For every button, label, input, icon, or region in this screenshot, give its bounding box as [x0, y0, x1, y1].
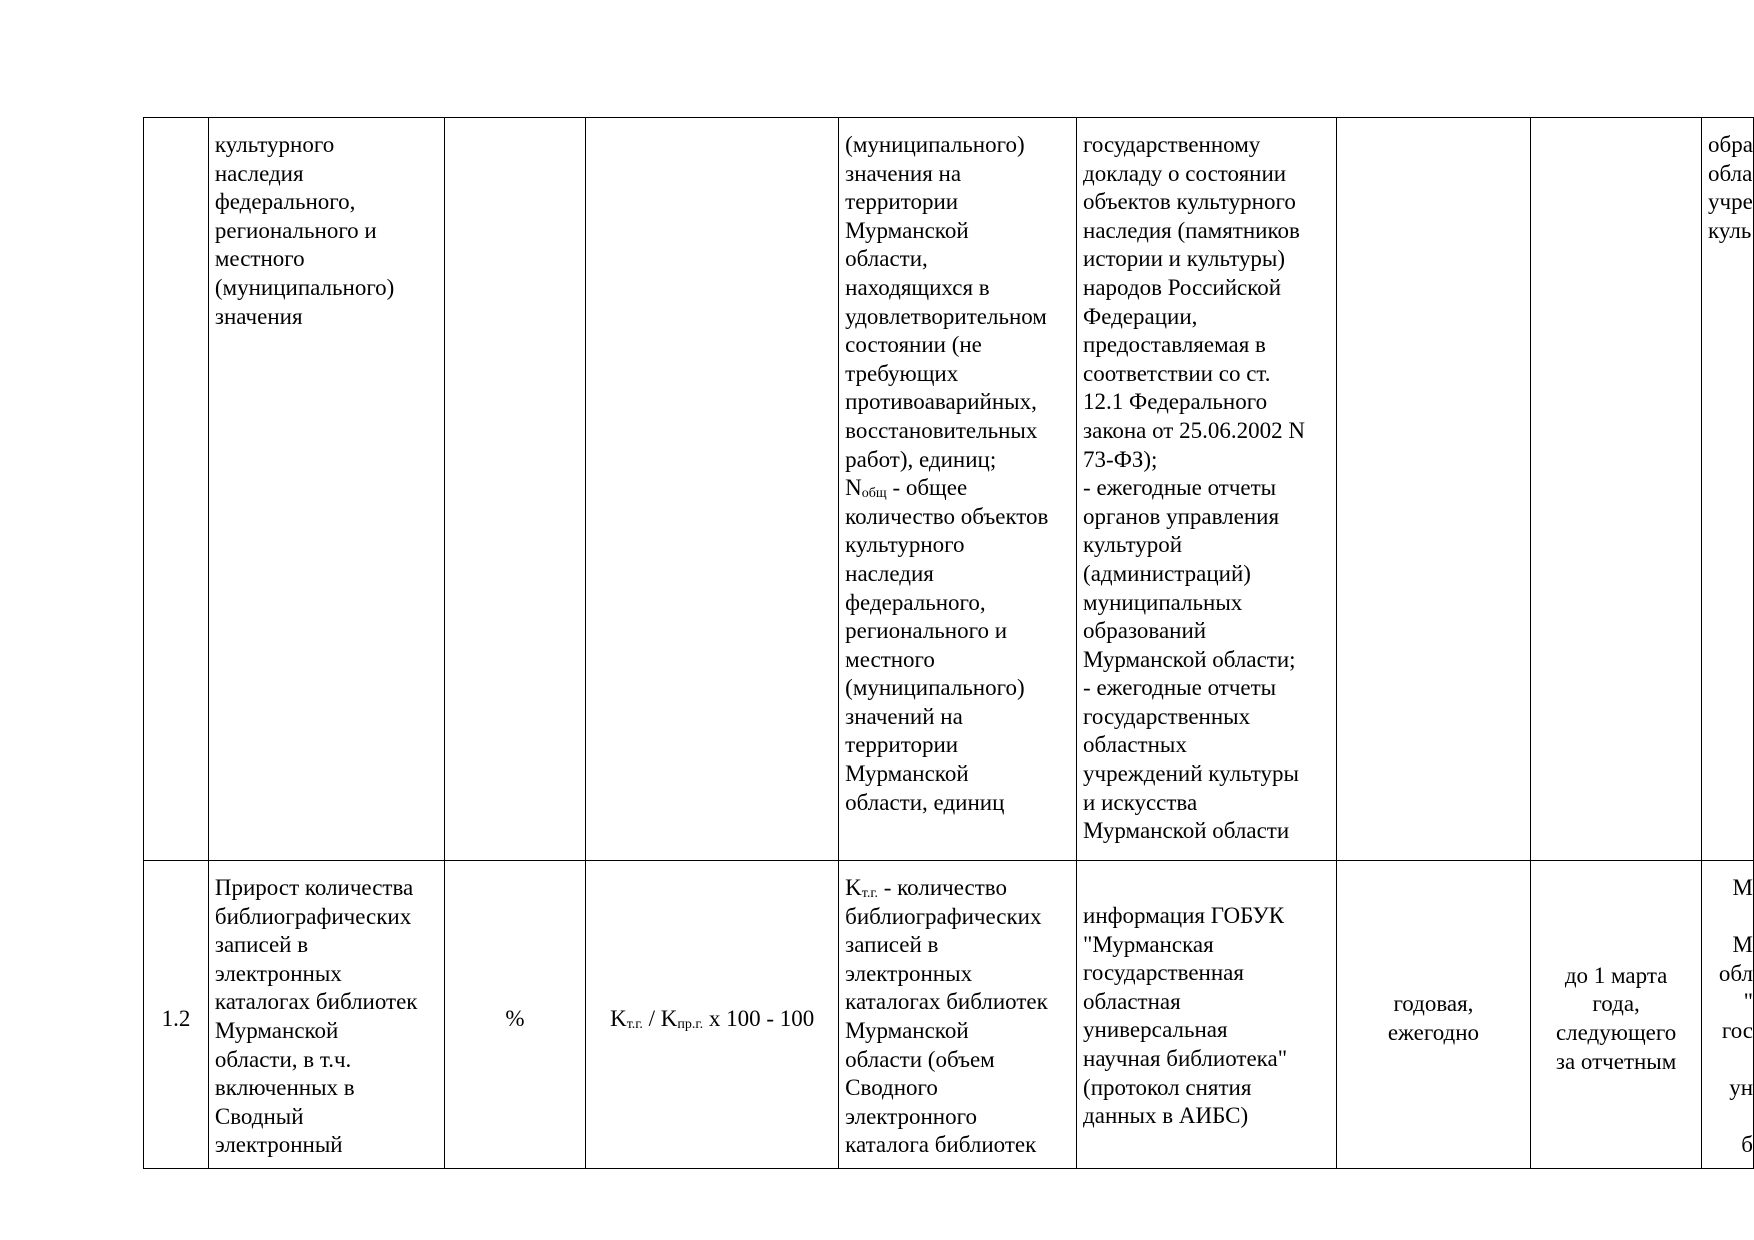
formula-divider: / K — [642, 1005, 678, 1031]
periodicity-cell — [1336, 118, 1531, 861]
indicator-name-cell: культурного наследия федерального, регионального и местного (муниципального) значения — [208, 118, 444, 861]
k-subscript: т.г. — [861, 886, 879, 901]
indicator-name-cell: Прирост количества библиографических записей в электронных каталогах библиотек Мурманской области, в т.ч. включенных в Сводный электронный — [208, 861, 444, 1169]
unit-cell — [444, 118, 585, 861]
source-cell: государственному докладу о состоянии объектов культурного наследия (памятников истории и культуры) народов Российской Федерации, предоставляемая в соответствии со ст. 12.1 Федерального закона от 25.06.2002 N 73-ФЗ); - ежегодные отчеты органов управления культурой (администраций) муниципальных образований Мурманской области; - ежегодные отчеты государственных областных учреждений культуры и искусства Мурманской области — [1077, 118, 1337, 861]
n-subscript: общ — [861, 486, 887, 502]
row-number-cell — [144, 118, 209, 861]
definitions-cell — [839, 118, 1077, 861]
definitions-text-part2: - общее количество объектов культурного наследия федерального, регионального и местного (муниципального) значений на территории Мурманской области, единиц — [845, 475, 1049, 815]
table-row — [144, 861, 1754, 1169]
n-symbol: N — [845, 475, 862, 501]
source-cell: информация ГОБУК "Мурманская государственная областная универсальная научная библиотека" (протокол снятия данных в АИБС) — [1077, 861, 1337, 1169]
responsible-cell: М М обл " гос ун б — [1702, 861, 1754, 1169]
formula-k1-subscript: т.г. — [626, 1016, 643, 1032]
indicators-table — [143, 117, 1754, 1169]
table-row — [144, 118, 1754, 861]
unit-cell: % — [444, 861, 585, 1169]
formula-cell — [586, 118, 839, 861]
formula-cell — [586, 861, 839, 1169]
periodicity-cell: годовая, ежегодно — [1336, 861, 1531, 1169]
definitions-text-part1: (муниципального) значения на территории Мурманской области, находящихся в удовлетворительном состоянии (не требующих противоаварийных, восстановительных работ), единиц; — [845, 132, 1047, 472]
formula-tail: x 100 - 100 — [703, 1005, 815, 1031]
deadline-cell: до 1 марта года, следующего за отчетным — [1531, 861, 1702, 1169]
formula-k1: K — [610, 1005, 627, 1031]
responsible-cell: обра обла учре куль — [1702, 118, 1754, 861]
definitions-cell — [839, 861, 1077, 1169]
formula-k2-subscript: пр.г. — [677, 1016, 704, 1032]
k-symbol: K — [845, 875, 862, 900]
row-number-cell: 1.2 — [144, 861, 209, 1169]
deadline-cell — [1531, 118, 1702, 861]
definitions-text: - количество библиографических записей в электронных каталогах библиотек Мурманской области (объем Сводного электронного каталога библиотек — [845, 875, 1048, 1158]
